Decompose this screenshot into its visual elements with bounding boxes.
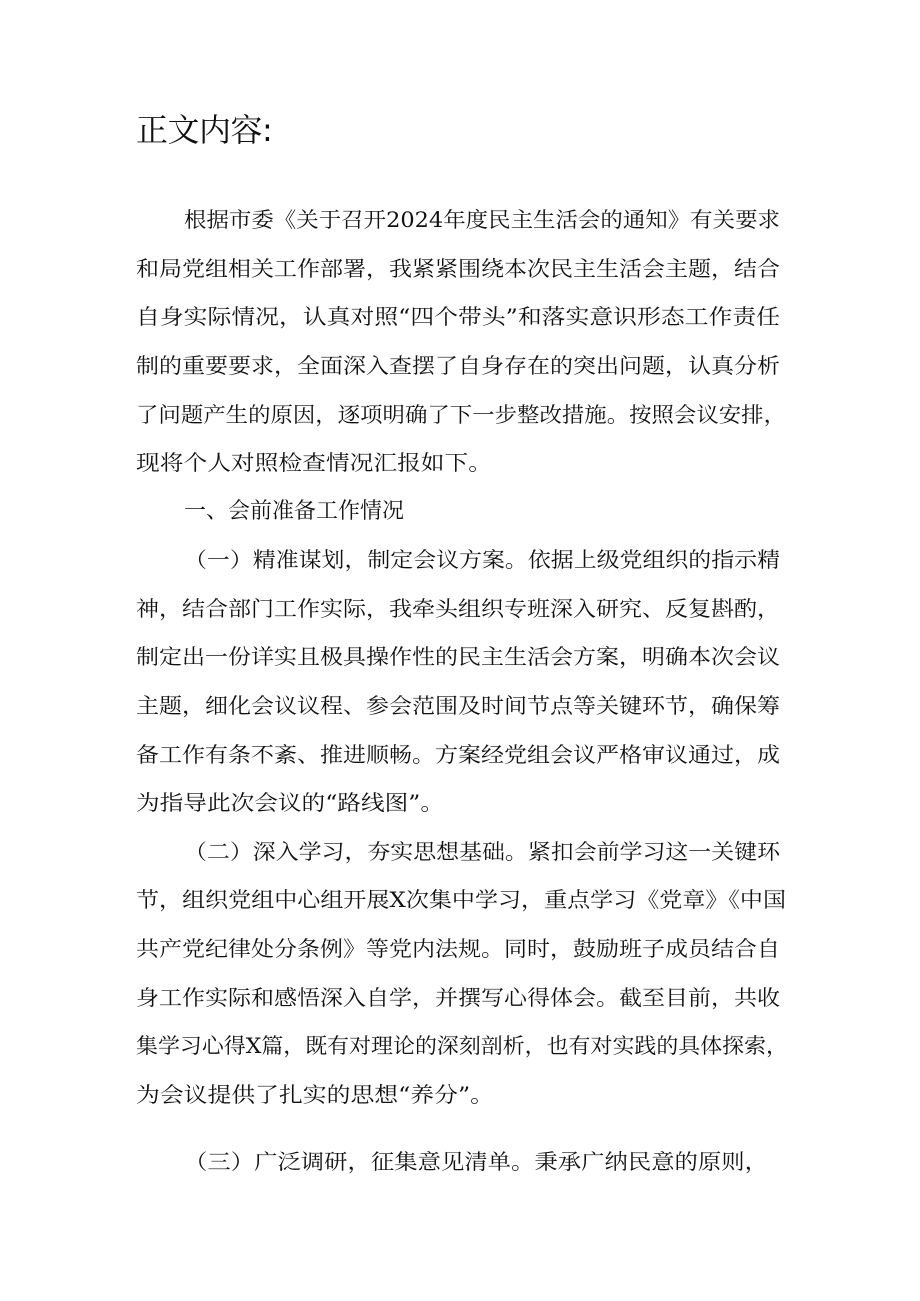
line-text: 自身实际情况，认真对照“四个带头”和落实意识形态工作责任 xyxy=(136,305,780,329)
paragraph-line xyxy=(184,205,780,235)
line-text: 共产党纪律处分条例》等党内法规。同时，鼓励班子成员结合自 xyxy=(136,937,780,961)
line-text: 身工作实际和感悟深入自学，并撰写心得体会。截至目前，共收 xyxy=(136,986,780,1010)
paragraph-line xyxy=(136,934,780,964)
paragraph-line xyxy=(136,642,780,672)
section-heading: 一、会前准备工作情况 xyxy=(184,499,405,524)
paragraph-line xyxy=(136,254,780,284)
paragraph-line xyxy=(184,545,780,575)
paragraph-line xyxy=(136,302,780,332)
line-text: 为指导此次会议的“路线图”。 xyxy=(136,791,445,815)
document-title: 正文内容: xyxy=(136,111,273,149)
paragraph-line xyxy=(136,594,780,624)
line-text: （三）广泛调研，征集意见清单。秉承广纳民意的原则， xyxy=(184,1150,768,1174)
paragraph-line xyxy=(136,448,493,478)
line-text: 制定出一份详实且极具操作性的民主生活会方案，明确本次会议 xyxy=(136,645,780,669)
paragraph-line xyxy=(184,1147,768,1177)
line-text: （一）精准谋划，制定会议方案。依据上级党组织的指示精 xyxy=(184,548,780,572)
paragraph-line xyxy=(136,740,780,770)
paragraph-line xyxy=(136,1080,494,1110)
line-text: 节，组织党组中心组开展X次集中学习，重点学习《党章》《中国 xyxy=(136,888,786,912)
paragraph-line xyxy=(136,400,786,430)
paragraph-line xyxy=(136,691,780,721)
line-text: 和局党组相关工作部署，我紧紧围绕本次民主生活会主题，结合 xyxy=(136,257,780,281)
line-text: 神，结合部门工作实际，我牵头组织专班深入研究、反复斟酌， xyxy=(136,597,780,621)
paragraph-line xyxy=(136,351,780,381)
paragraph-line xyxy=(136,788,445,818)
paragraph-line xyxy=(136,1031,788,1061)
line-text: 现将个人对照检查情况汇报如下。 xyxy=(136,451,493,475)
line-text: 了问题产生的原因，逐项明确了下一步整改措施。按照会议安排， xyxy=(136,403,786,427)
line-text: （二）深入学习，夯实思想基础。紧扣会前学习这一关键环 xyxy=(184,840,780,864)
paragraph-line xyxy=(184,837,780,867)
line-text: 制的重要要求，全面深入查摆了自身存在的突出问题，认真分析 xyxy=(136,354,780,378)
line-text: 备工作有条不紊、推进顺畅。方案经党组会议严格审议通过，成 xyxy=(136,743,780,767)
paragraph-line xyxy=(136,983,780,1013)
line-text: 根据市委《关于召开2024年度民主生活会的通知》有关要求 xyxy=(184,208,780,232)
line-text: 为会议提供了扎实的思想“养分”。 xyxy=(136,1083,494,1107)
line-text: 集学习心得X篇，既有对理论的深刻剖析，也有对实践的具体探索， xyxy=(136,1034,788,1058)
line-text: 主题，细化会议议程、参会范围及时间节点等关键环节，确保筹 xyxy=(136,694,780,718)
paragraph-line xyxy=(136,885,786,915)
